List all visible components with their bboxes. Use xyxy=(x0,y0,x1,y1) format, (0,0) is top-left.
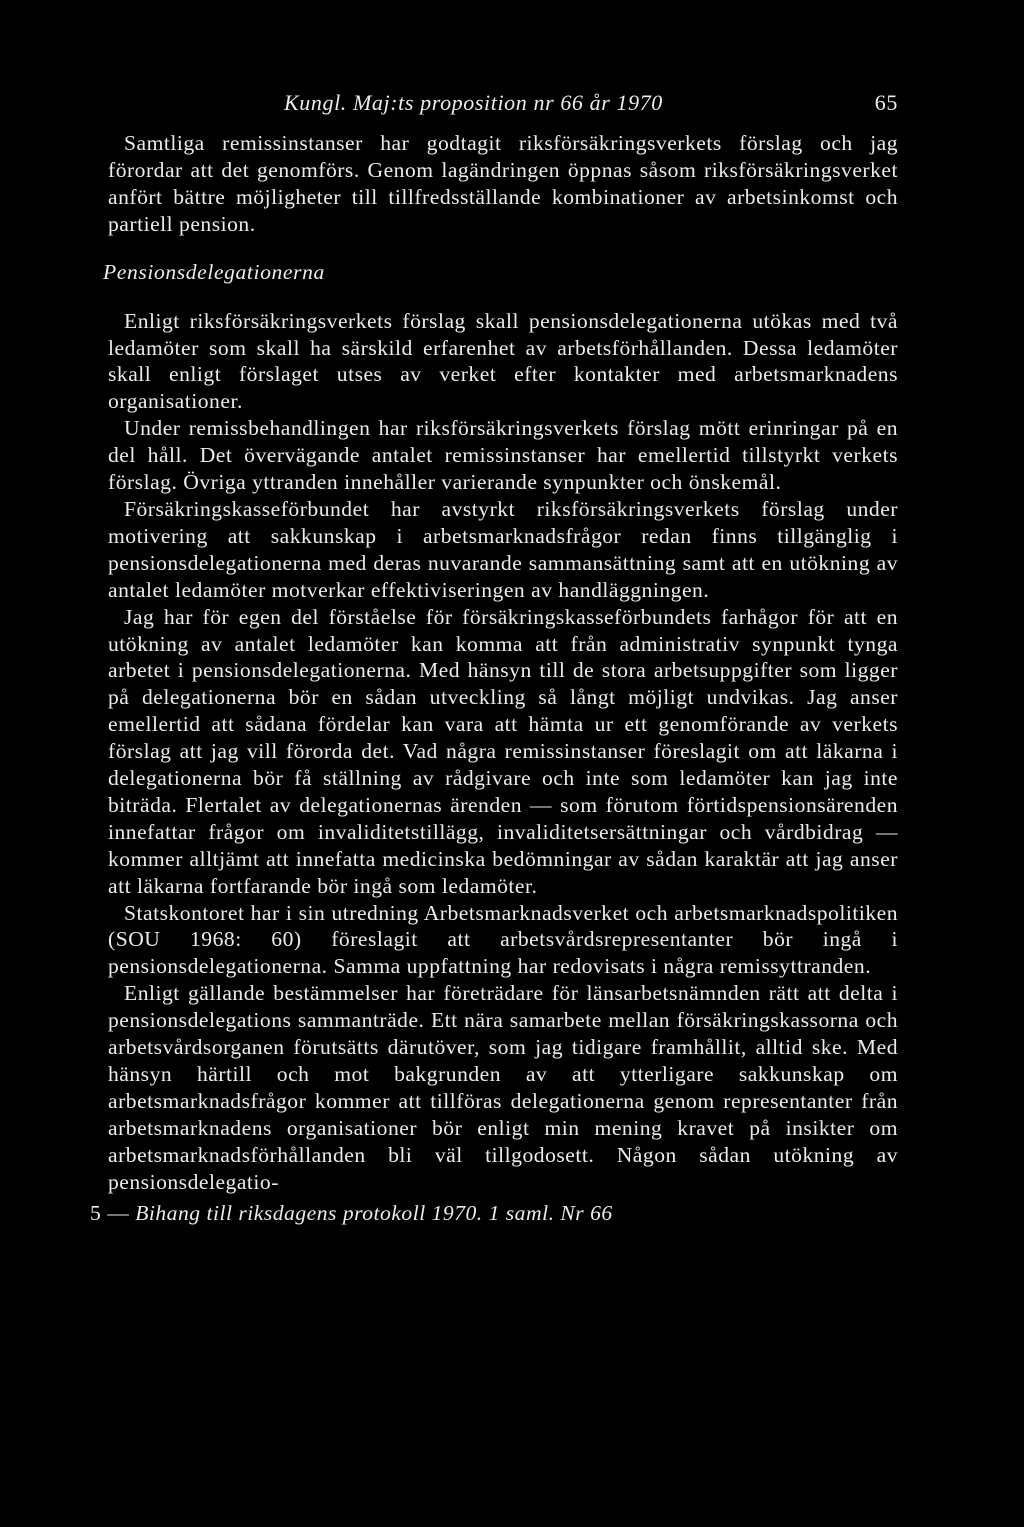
paragraph: Enligt riksförsäkringsverkets förslag skall pensionsdelegationerna utökas med två ledamöter som skall ha särskild erfarenhet av arbetsförhållanden. Dessa ledamöter skall enligt förslaget utses av verket efter kontakter med arbetsmarknadens organisationer. xyxy=(108,308,898,414)
paragraph: Försäkringskasseförbundet har avstyrkt riksförsäkringsverkets förslag under motivering att sakkunskap i arbetsmarknadsfrågor redan finns tillgänglig i pensionsdelegationerna med deras nuvarande sammansättning samt att en utökning av antalet ledamöter motverkar effektiviseringen av handläggningen. xyxy=(108,496,898,602)
document-page xyxy=(90,90,898,1227)
footer-prefix: 5 — xyxy=(90,1200,136,1225)
page-footer xyxy=(90,1200,898,1227)
body-text xyxy=(103,130,898,1196)
running-title: Kungl. Maj:ts proposition nr 66 år 1970 xyxy=(284,90,663,115)
section-heading: Pensionsdelegationerna xyxy=(103,259,325,284)
paragraph: Samtliga remissinstanser har godtagit riksförsäkringsverkets förslag och jag förordar att det genomförs. Genom lagändringen öppnas såsom riksförsäkringsverket anfört bättre möjligheter till tillfredsställande kombinationer av arbetsinkomst och partiell pension. xyxy=(108,131,898,236)
page-number: 65 xyxy=(874,90,898,115)
paragraph: Jag har för egen del förståelse för försäkringskasseförbundets farhågor för att en utökning av antalet ledamöter kan komma att från administrativ synpunkt tynga arbetet i pensionsdelegationerna. Med hänsyn till de stora arbetsuppgifter som ligger på delegationerna bör en sådan utveckling så långt möjligt undvikas. Jag anser emellertid att sådana fördelar kan vara att hämta ur ett genomförande av verkets förslag att jag vill förorda det. Vad några remissinstanser föreslagit om att läkarna i delegationerna bör få ställning av rådgivare och inte som ledamöter kan jag inte biträda. Flertalet av delegationernas ärenden — som förutom förtidspensionsärenden innefattar frågor om invaliditetstillägg, invaliditetsersättningar och vårdbidrag — kommer alltjämt att innefatta medicinska bedömningar av sådan karaktär att jag anser att läkarna fortfarande bör ingå som ledamöter. xyxy=(108,604,898,898)
paragraph: Statskontoret har i sin utredning Arbetsmarknadsverket och arbetsmarknadspolitiken (SOU 1968: 60) föreslagit att arbetsvårdsrepresentanter bör ingå i pensionsdelegationerna. Samma uppfattning har redovisats i några remissyttranden. xyxy=(108,900,898,979)
footer-title: Bihang till riksdagens protokoll 1970. 1 saml. Nr 66 xyxy=(135,1200,613,1225)
page-header xyxy=(108,90,898,124)
paragraph: Under remissbehandlingen har riksförsäkringsverkets förslag mött erinringar på en del håll. Det övervägande antalet remissinstanser har emellertid tillstyrkt verkets förslag. Övriga yttranden innehåller varierande synpunkter och önskemål. xyxy=(108,416,898,495)
paragraph: Enligt gällande bestämmelser har företrädare för länsarbetsnämnden rätt att delta i pensionsdelegations sammanträde. Ett nära samarbete mellan försäkringskassorna och arbetsvårdsorganen förutsätts därutöver, som jag tidigare framhållit, alltid ske. Med hänsyn härtill och mot bakgrunden av att ytterligare sakkunskap om arbetsmarknadsfrågor kommer att tillföras delegationerna genom representanter från arbetsmarknadens organisationer bör enligt min mening kravet på insikter om arbetsmarknadsförhållanden bli väl tillgodosett. Någon sådan utökning av pensionsdelegatio- xyxy=(108,981,898,1194)
